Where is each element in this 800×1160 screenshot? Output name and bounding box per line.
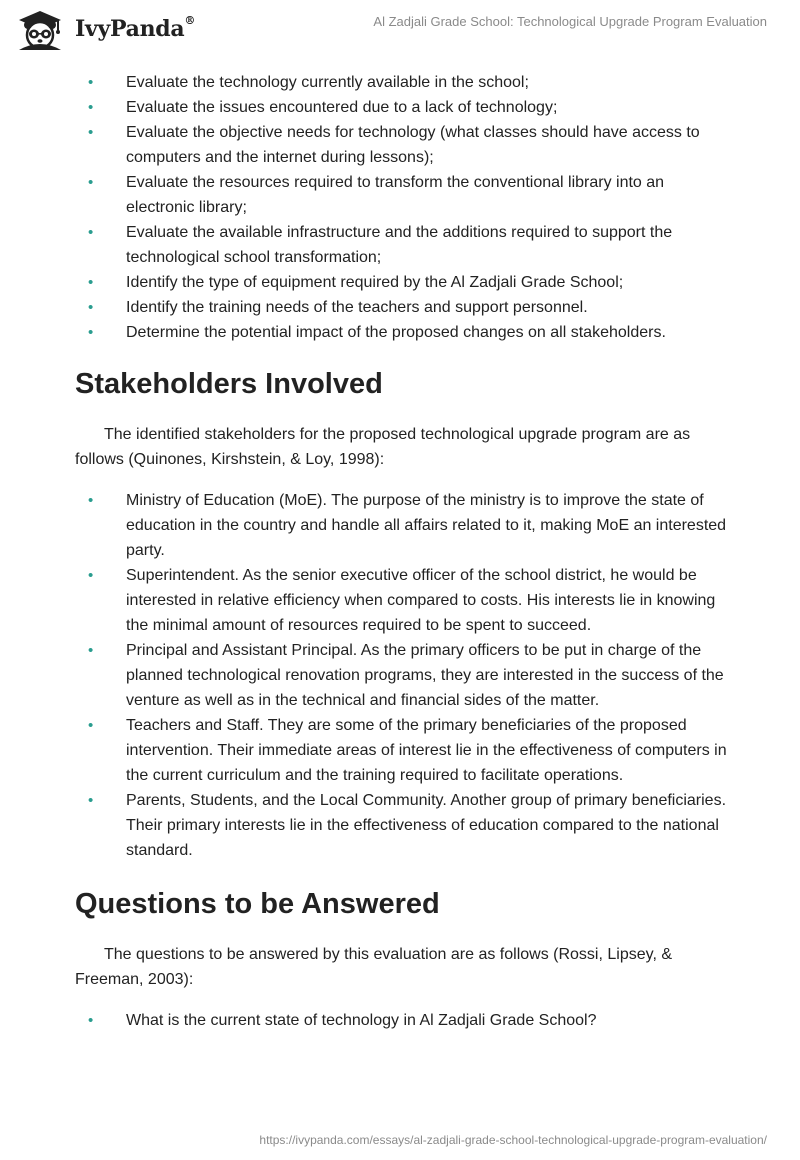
questions-intro: The questions to be answered by this evaluation are as follows (Rossi, Lipsey, & Freeman, 2003): <box>75 946 672 988</box>
bullet-icon: • <box>88 492 94 509</box>
list-item: • What is the current state of technology in Al Zadjali Grade School? <box>75 1008 735 1033</box>
list-item: • Identify the type of equipment required by the Al Zadjali Grade School; <box>75 270 735 295</box>
list-item: • Evaluate the resources required to transform the conventional library into an electronic library; <box>75 170 735 220</box>
bullet-icon: • <box>88 99 94 116</box>
bullet-icon: • <box>88 174 94 191</box>
bullet-icon: • <box>88 567 94 584</box>
bullet-icon: • <box>88 299 94 316</box>
page-header <box>0 0 800 60</box>
panda-graduate-icon <box>13 8 67 50</box>
list-item: • Evaluate the issues encountered due to a lack of technology; <box>75 95 735 120</box>
essay-content <box>75 70 735 1033</box>
document-title: Al Zadjali Grade School: Technological Upgrade Program Evaluation <box>373 14 767 29</box>
list-item: • Identify the training needs of the teachers and support personnel. <box>75 295 735 320</box>
list-item: • Determine the potential impact of the proposed changes on all stakeholders. <box>75 320 735 345</box>
stakeholders-intro: The identified stakeholders for the proposed technological upgrade program are as follows (Quinones, Kirshstein, & Loy, 1998): <box>75 426 691 468</box>
bullet-icon: • <box>88 274 94 291</box>
questions-list <box>75 1008 735 1033</box>
list-item: • Parents, Students, and the Local Community. Another group of primary beneficiaries. Their primary interests lie in the effectiveness of education compared to the national standard. <box>75 788 735 863</box>
list-item: • Ministry of Education (MoE). The purpose of the ministry is to improve the state of education in the country and handle all affairs related to it, making MoE an interested party. <box>75 488 735 563</box>
bullet-icon: • <box>88 792 94 809</box>
section-heading-questions: Questions to be Answered <box>75 888 440 920</box>
list-item: • Principal and Assistant Principal. As the primary officers to be put in charge of the planned technological renovation programs, they are interested in the success of the venture as well as in the technical and financial sides of the matter. <box>75 638 735 713</box>
list-item: • Superintendent. As the senior executive officer of the school district, he would be interested in relative efficiency when compared to costs. His interests lie in knowing the minimal amount of resources required to be spent to succeed. <box>75 563 735 638</box>
bullet-icon: • <box>88 717 94 734</box>
section-heading-stakeholders: Stakeholders Involved <box>75 368 383 400</box>
bullet-icon: • <box>88 74 94 91</box>
stakeholders-list <box>75 488 735 863</box>
source-url-link[interactable]: https://ivypanda.com/essays/al-zadjali-grade-school-technological-upgrade-program-evaluation/ <box>259 1133 767 1147</box>
bullet-icon: • <box>88 324 94 341</box>
list-item: • Evaluate the technology currently available in the school; <box>75 70 735 95</box>
ivypanda-logo[interactable] <box>13 8 195 50</box>
list-item: • Teachers and Staff. They are some of the primary beneficiaries of the proposed intervention. Their immediate areas of interest lie in the effectiveness of computers in the current curriculum and the training required to facilitate operations. <box>75 713 735 788</box>
list-item: • Evaluate the available infrastructure and the additions required to support the technological school transformation; <box>75 220 735 270</box>
logo-wordmark: IvyPanda® <box>75 14 196 42</box>
bullet-icon: • <box>88 224 94 241</box>
list-item: • Evaluate the objective needs for technology (what classes should have access to computers and the internet during lessons); <box>75 120 735 170</box>
bullet-icon: • <box>88 124 94 141</box>
objectives-list <box>75 70 735 345</box>
bullet-icon: • <box>88 1012 94 1029</box>
bullet-icon: • <box>88 642 94 659</box>
